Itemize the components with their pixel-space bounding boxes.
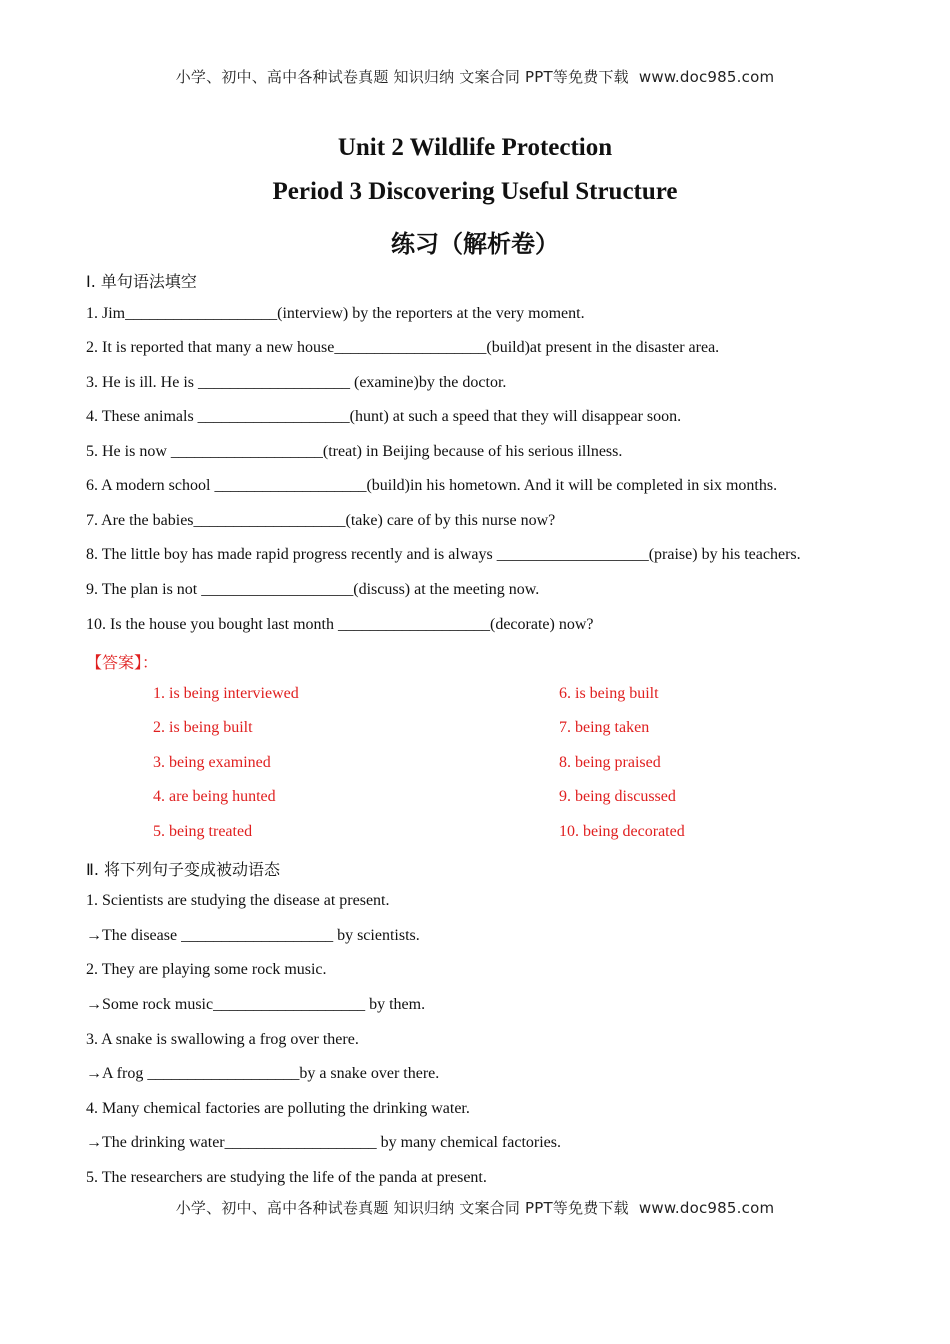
answer-item: 1. is being interviewed xyxy=(153,685,299,702)
transform-sentence: 1. Scientists are studying the disease at present. xyxy=(86,892,390,909)
banner-text: 小学、初中、高中各种试卷真题 知识归纳 文案合同 PPT等免费下载 xyxy=(175,1199,629,1217)
transform-blank: →Some rock music___________________ by them. xyxy=(86,996,426,1013)
section2-heading: Ⅱ. 将下列句子变成被动语态 xyxy=(86,860,281,879)
period-title: Period 3 Discovering Useful Structure xyxy=(272,178,678,205)
question-4: 4. These animals ___________________(hunt) at such a speed that they will disappear soon. xyxy=(86,408,682,425)
question-1: 1. Jim___________________(interview) by the reporters at the very moment. xyxy=(86,305,585,322)
header-banner xyxy=(0,66,950,87)
answer-item: 6. is being built xyxy=(559,685,659,702)
answer-item: 2. is being built xyxy=(153,719,253,736)
answer-item: 9. being discussed xyxy=(559,788,676,805)
answer-label: 【答案】： xyxy=(86,653,159,672)
unit-title: Unit 2 Wildlife Protection xyxy=(337,134,613,161)
answer-item: 7. being taken xyxy=(559,719,650,736)
question-9: 9. The plan is not ___________________(discuss) at the meeting now. xyxy=(86,581,540,598)
banner-site-link[interactable]: www.doc985.com xyxy=(638,1199,775,1217)
answer-item: 5. being treated xyxy=(153,823,253,840)
question-3: 3. He is ill. He is ___________________ (examine)by the doctor. xyxy=(86,374,507,391)
question-6: 6. A modern school ___________________(build)in his hometown. And it will be completed in six months. xyxy=(86,477,778,494)
question-2: 2. It is reported that many a new house___________________(build)at present in the disaster area. xyxy=(86,339,720,356)
answer-item: 8. being praised xyxy=(559,754,661,771)
answer-item: 3. being examined xyxy=(153,754,271,771)
transform-blank: →The disease ___________________ by scientists. xyxy=(86,927,420,944)
transform-blank: →The drinking water___________________ by many chemical factories. xyxy=(86,1134,561,1151)
transform-sentence: 5. The researchers are studying the life of the panda at present. xyxy=(86,1169,487,1186)
banner-site-link[interactable]: www.doc985.com xyxy=(638,68,775,86)
question-5: 5. He is now ___________________(treat) in Beijing because of his serious illness. xyxy=(86,443,623,460)
question-7: 7. Are the babies___________________(take) care of by this nurse now? xyxy=(86,512,556,529)
exercise-title: 练习（解析卷） xyxy=(391,230,559,258)
transform-sentence: 3. A snake is swallowing a frog over there. xyxy=(86,1031,359,1048)
footer-banner xyxy=(0,1197,950,1218)
question-10: 10. Is the house you bought last month ___________________(decorate) now? xyxy=(86,616,594,633)
transform-sentence: 2. They are playing some rock music. xyxy=(86,961,327,978)
transform-blank: →A frog ___________________by a snake over there. xyxy=(86,1065,440,1082)
answer-item: 4. are being hunted xyxy=(153,788,276,805)
banner-text: 小学、初中、高中各种试卷真题 知识归纳 文案合同 PPT等免费下载 xyxy=(175,68,629,86)
section1-heading: Ⅰ. 单句语法填空 xyxy=(86,272,197,291)
question-8: 8. The little boy has made rapid progress recently and is always ___________________(praise) by his teachers. xyxy=(86,546,801,563)
answer-item: 10. being decorated xyxy=(559,823,685,840)
transform-sentence: 4. Many chemical factories are polluting the drinking water. xyxy=(86,1100,470,1117)
